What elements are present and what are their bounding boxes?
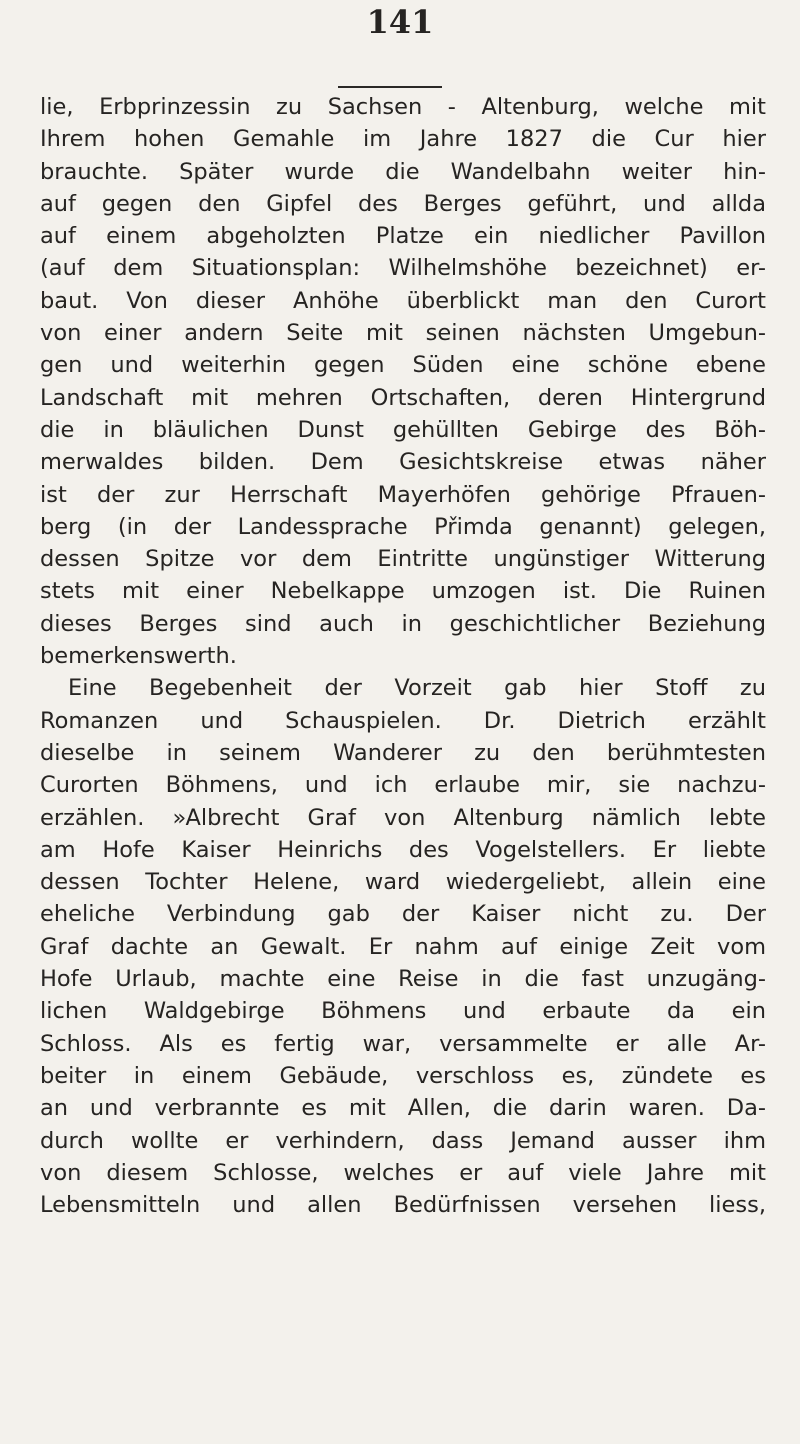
text-line: dieselbe in seinem Wanderer zu den berühmtesten [40,739,766,766]
text-line: am Hofe Kaiser Heinrichs des Vogelstellers. Er liebte [40,836,766,863]
text-line: brauchte. Später wurde die Wandelbahn weiter hin- [40,158,766,185]
text-line: auf gegen den Gipfel des Berges geführt, und allda [40,190,766,217]
page-number: 141 [366,3,434,41]
text-line: eheliche Verbindung gab der Kaiser nicht zu. Der [40,901,766,928]
text-line: beiter in einem Gebäude, verschloss es, zündete es [40,1062,766,1089]
text-line: Curorten Böhmens, und ich erlaube mir, sie nachzu- [40,772,766,799]
text-line: baut. Von dieser Anhöhe überblickt man den Curort [40,287,766,314]
text-line: Lebensmitteln und allen Bedürfnissen versehen liess, [40,1192,766,1219]
text-line: erzählen. »Albrecht Graf von Altenburg nämlich lebte [40,804,766,831]
text-line: gen und weiterhin gegen Süden eine schöne ebene [40,352,766,379]
text-line: (auf dem Situationsplan: Wilhelmshöhe bezeichnet) er- [40,255,766,282]
text-line: ist der zur Herrschaft Mayerhöfen gehörige Pfrauen- [40,481,766,508]
body-text [40,91,766,1221]
text-line: lie, Erbprinzessin zu Sachsen - Altenburg, welche mit [40,94,766,120]
text-line: dessen Tochter Helene, ward wiedergeliebt, allein eine [40,869,766,896]
text-line: Ihrem hohen Gemahle im Jahre 1827 die Cur hier [40,126,766,153]
text-line: merwaldes bilden. Dem Gesichtskreise etwas näher [40,449,766,476]
paragraph-start-line: Eine Begebenheit der Vorzeit gab hier Stoff zu [68,675,766,702]
paragraph-end-line: bemerkenswerth. [40,643,237,670]
text-line: auf einem abgeholzten Platze ein niedlicher Pavillon [40,223,766,250]
text-line: von einer andern Seite mit seinen nächsten Umgebun- [40,320,766,347]
text-line: dieses Berges sind auch in geschichtlicher Beziehung [40,610,766,637]
text-line: dessen Spitze vor dem Eintritte ungünstiger Witterung [40,546,766,573]
text-line: an und verbrannte es mit Allen, die darin waren. Da- [40,1095,766,1122]
text-line: von diesem Schlosse, welches er auf viele Jahre mit [40,1159,766,1186]
text-line: Hofe Urlaub, machte eine Reise in die fast unzugäng- [40,966,766,993]
page-number-underline [338,86,442,88]
text-line: durch wollte er verhindern, dass Jemand ausser ihm [40,1127,766,1154]
text-line: stets mit einer Nebelkappe umzogen ist. Die Ruinen [40,578,766,605]
text-line: Graf dachte an Gewalt. Er nahm auf einige Zeit vom [40,933,766,960]
text-line: berg (in der Landessprache Přimda genannt) gelegen, [40,513,766,540]
text-line: lichen Waldgebirge Böhmens und erbaute da ein [40,998,766,1025]
text-line: Romanzen und Schauspielen. Dr. Dietrich erzählt [40,707,766,734]
text-line: Landschaft mit mehren Ortschaften, deren Hintergrund [40,384,766,411]
text-line: die in bläulichen Dunst gehüllten Gebirge des Böh- [40,416,766,443]
text-line: Schloss. Als es fertig war, versammelte er alle Ar- [40,1030,766,1057]
